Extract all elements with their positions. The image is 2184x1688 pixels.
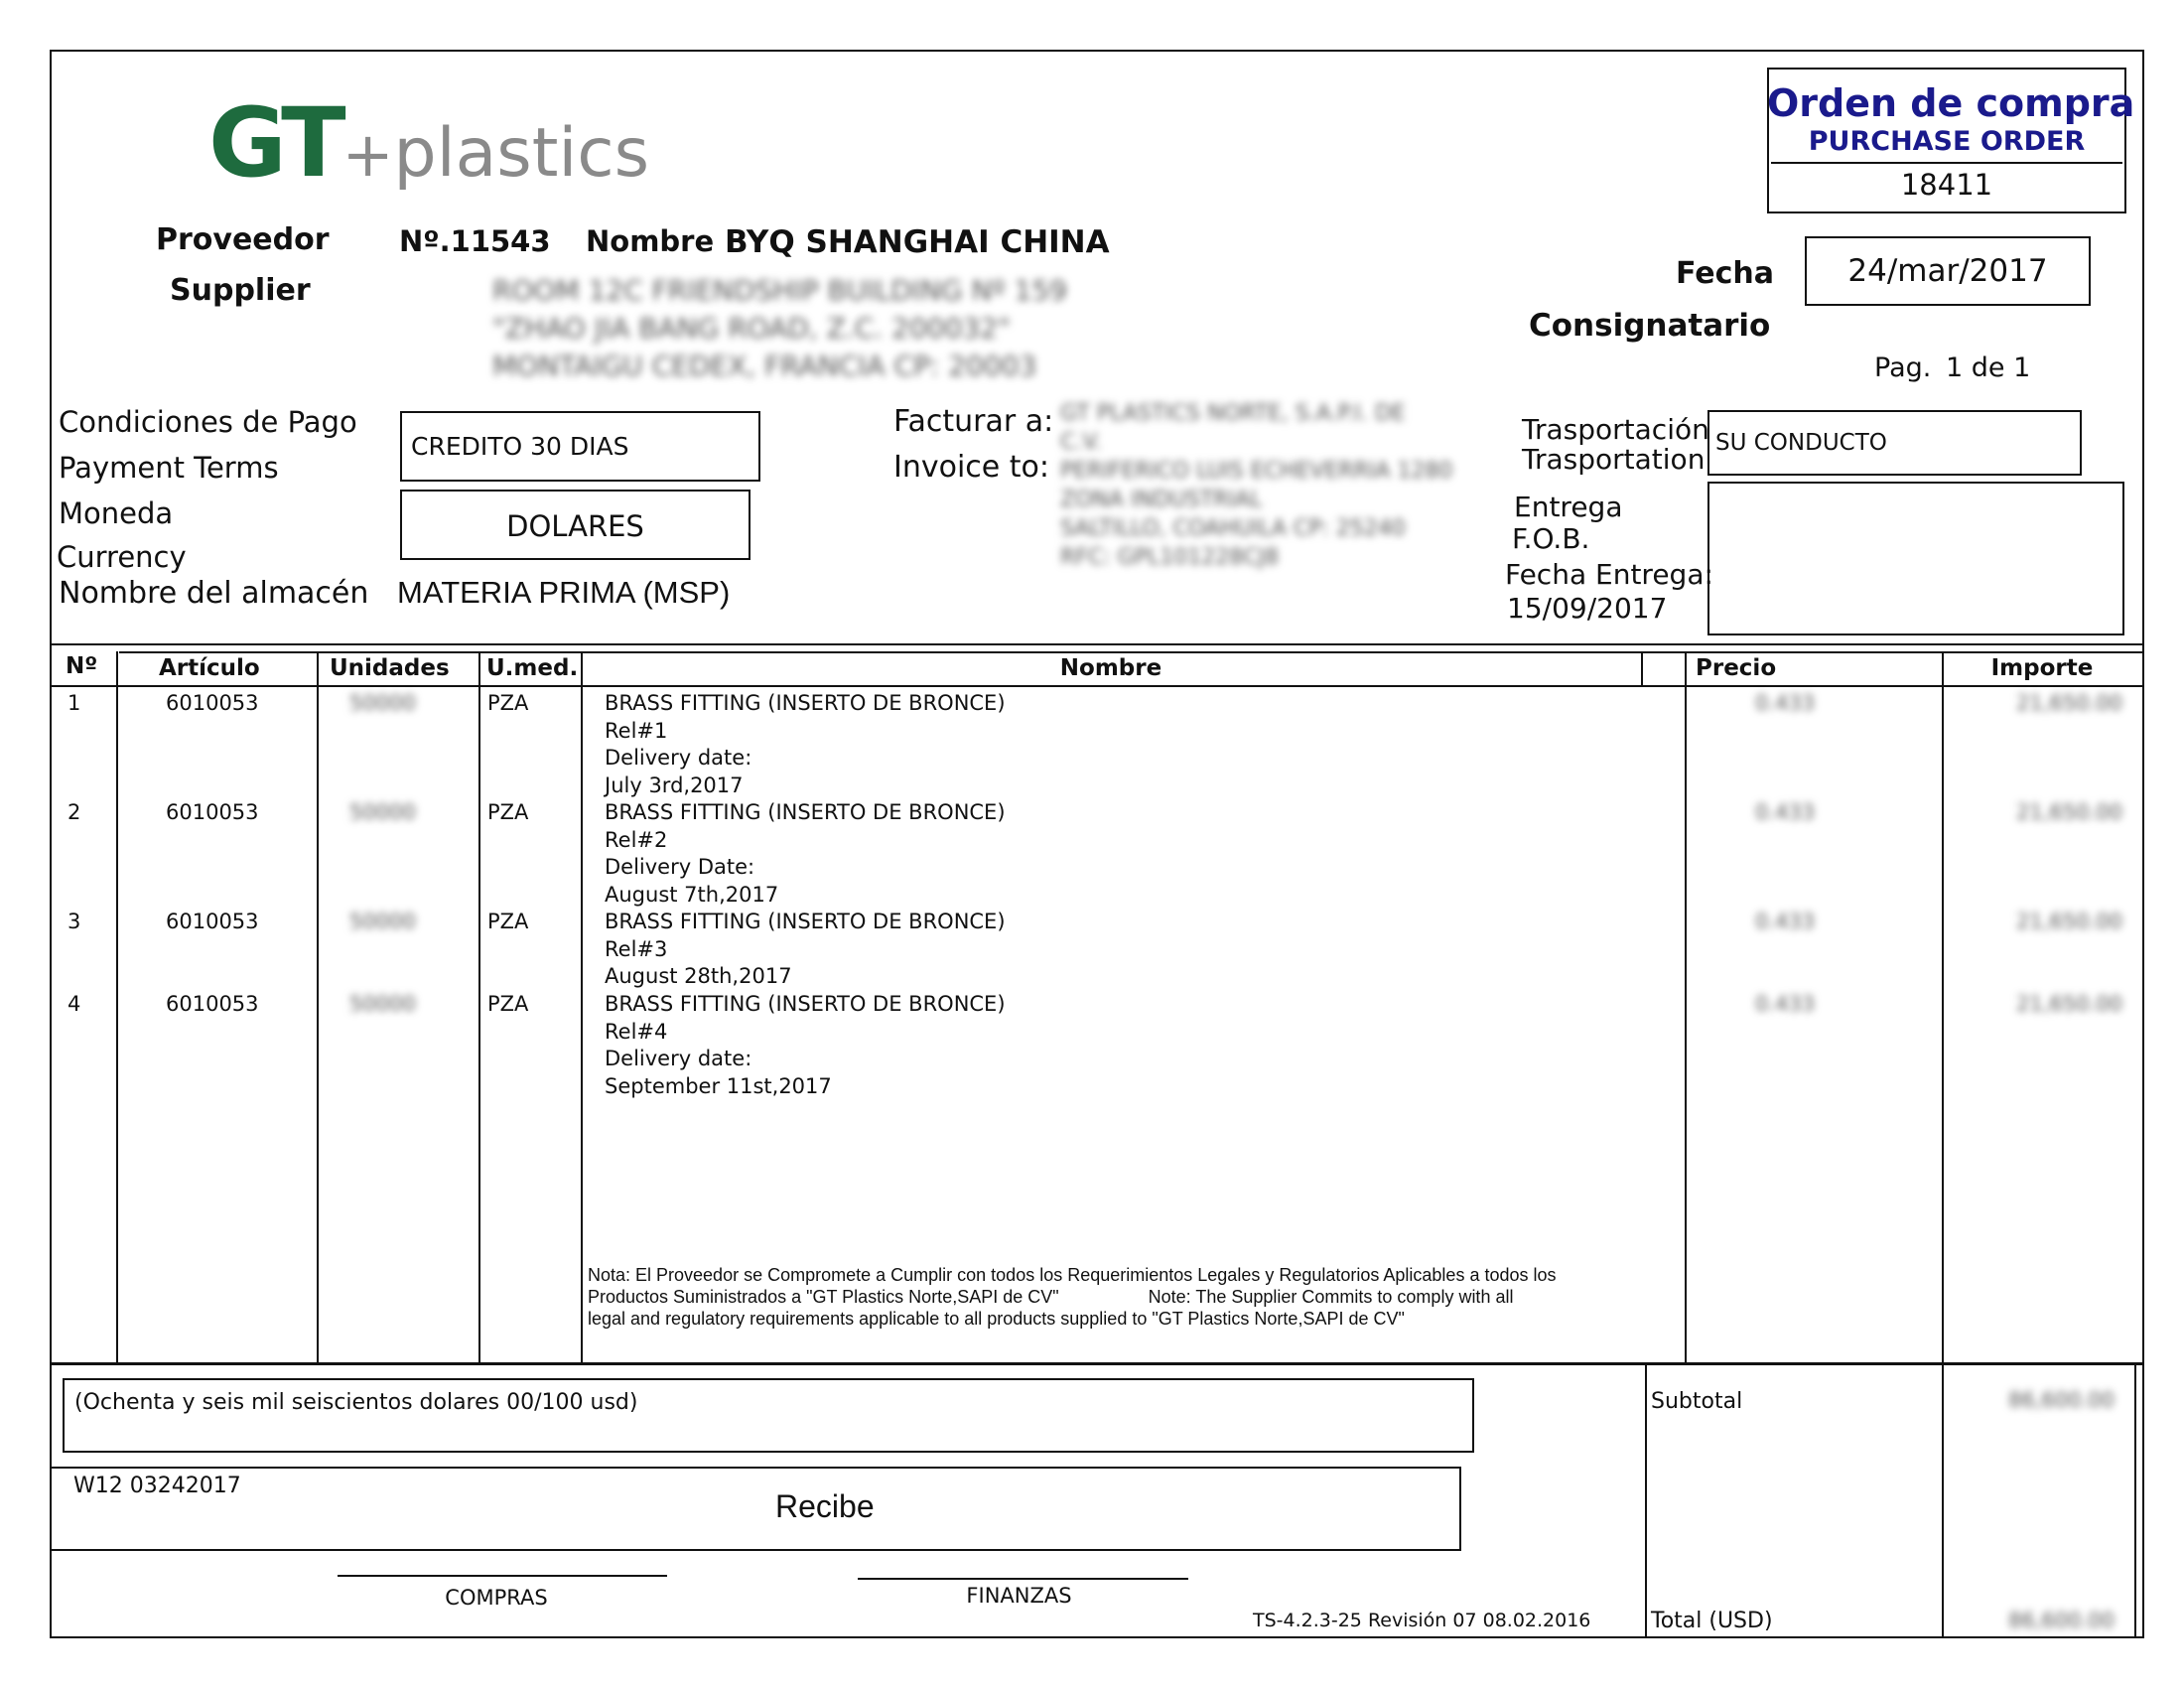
invoice-address-line: ZONA INDUSTRIAL (1060, 488, 1263, 512)
row-description (605, 909, 1006, 991)
revision-code: TS-4.2.3-25 Revisión 07 08.02.2016 (1253, 1610, 1591, 1631)
row-description-line: Delivery date: (605, 1047, 752, 1070)
header-unidades: Unidades (330, 655, 450, 681)
logo-gt: GT (208, 87, 342, 199)
row-umed: PZA (487, 910, 529, 933)
row-importe: 21,650.00 (2016, 691, 2122, 715)
date-label: Fecha (1676, 256, 1775, 291)
legal-note-line: Nota: El Proveedor se Compromete a Cumplir con todos los Requerimientos Legales y Regulatorios Aplicables a todos los (588, 1265, 1557, 1285)
header-precio: Precio (1696, 655, 1777, 681)
row-importe: 21,650.00 (2016, 992, 2122, 1016)
signature-finanzas: FINANZAS (966, 1584, 1072, 1608)
row-unidades: 50000 (349, 992, 416, 1016)
po-number: 18411 (1900, 168, 1993, 202)
table-bottom-line (50, 1362, 2144, 1365)
signature-line-finanzas (858, 1578, 1188, 1580)
row-description-line: Delivery Date: (605, 855, 755, 879)
row-description (605, 991, 1006, 1100)
row-description (605, 690, 1006, 799)
supplier-address-line: MONTAIGU CEDEX, FRANCIA CP: 20003 (492, 350, 1037, 382)
supplier-label-es: Proveedor (156, 222, 330, 257)
totals-divider (1942, 1365, 1944, 1638)
consignee-label: Consignatario (1529, 308, 1771, 344)
totals-divider (1645, 1365, 1647, 1638)
row-umed: PZA (487, 691, 529, 715)
company-logo (208, 87, 649, 199)
row-umed: PZA (487, 992, 529, 1016)
row-no: 2 (68, 800, 81, 824)
row-no: 3 (68, 910, 81, 933)
po-title-en: PURCHASE ORDER (1808, 126, 2086, 157)
supplier-address-line: ROOM 12C FRIENDSHIP BUILDING Nº 159 (492, 274, 1067, 307)
col-divider (116, 651, 118, 1363)
delivery-date-label: Fecha Entrega: (1505, 558, 1713, 591)
supplier-address (492, 272, 1067, 385)
row-description (605, 799, 1006, 909)
transport-value: SU CONDUCTO (1715, 430, 1887, 456)
row-unidades: 50000 (349, 691, 416, 715)
row-description-line: July 3rd,2017 (605, 773, 744, 797)
receipt-code: W12 03242017 (73, 1474, 241, 1498)
delivery-label-2: F.O.B. (1512, 522, 1590, 555)
payment-label-es: Condiciones de Pago (59, 405, 357, 439)
table-right-border (2142, 643, 2144, 1364)
row-articulo: 6010053 (166, 691, 259, 715)
row-description-line: August 28th,2017 (605, 964, 792, 988)
delivery-label-1: Entrega (1514, 491, 1623, 523)
logo-plus: + (341, 118, 394, 191)
row-description-line: Rel#2 (605, 827, 668, 852)
row-articulo: 6010053 (166, 992, 259, 1016)
supplier-address-line: "ZHAO JIA BANG ROAD, Z.C. 200032" (492, 312, 1011, 345)
invoice-address-line: PERIFERICO LUIS ECHEVERRIA 1280 (1060, 459, 1453, 484)
page-label: Pag. (1874, 352, 1932, 383)
row-description-line: Rel#1 (605, 718, 668, 743)
supplier-label-en: Supplier (170, 273, 311, 308)
row-no: 4 (68, 992, 81, 1016)
invoice-address-line: C.V. (1060, 430, 1102, 455)
warehouse-value: MATERIA PRIMA (MSP) (397, 575, 731, 610)
delivery-date-value: 15/09/2017 (1507, 592, 1668, 625)
row-unidades: 50000 (349, 800, 416, 824)
supplier-number: Nº.11543 (399, 224, 551, 258)
logo-plastics: plastics (393, 114, 650, 193)
receipt-box (50, 1467, 1461, 1551)
header-importe: Importe (1990, 655, 2094, 681)
row-description-line: September 11st,2017 (605, 1073, 832, 1098)
header-umed: U.med. (486, 655, 579, 681)
legal-note-line: legal and regulatory requirements applicable to all products supplied to "GT Plastics Norte,SAPI de CV" (588, 1309, 1405, 1329)
row-precio: 0.433 (1755, 910, 1816, 933)
po-box-divider (1771, 162, 2122, 164)
invoice-address (1060, 399, 1452, 572)
payment-label-en: Payment Terms (59, 451, 279, 485)
supplier-name-label: Nombre (586, 224, 715, 258)
row-precio: 0.433 (1755, 800, 1816, 824)
row-description-line: BRASS FITTING (INSERTO DE BRONCE) (605, 992, 1006, 1016)
currency-label-es: Moneda (59, 496, 174, 530)
supplier-name: BYQ SHANGHAI CHINA (725, 224, 1110, 260)
header-nombre: Nombre (1059, 655, 1162, 681)
row-precio: 0.433 (1755, 691, 1816, 715)
col-divider (1942, 651, 1944, 1363)
invoice-address-line: GT PLASTICS NORTE, S.A.P.I. DE (1060, 401, 1406, 426)
invoice-address-line: SALTILLO, COAHUILA CP: 25240 (1060, 516, 1406, 541)
table-top-line (50, 643, 2144, 645)
transport-label-es: Trasportación (1522, 413, 1709, 446)
totals-bottom-line (50, 1636, 2144, 1638)
legal-note (588, 1264, 1557, 1330)
table-header-bottom (50, 685, 2144, 687)
totals-right-border (2134, 1365, 2136, 1638)
row-umed: PZA (487, 800, 529, 824)
warehouse-label: Nombre del almacén (59, 576, 369, 611)
invoice-address-line: RFC: GPL101228CJ8 (1060, 545, 1280, 570)
row-description-line: August 7th,2017 (605, 882, 779, 907)
invoice-label-en: Invoice to: (893, 450, 1050, 485)
col-divider (1685, 651, 1687, 1363)
amount-words: (Ochenta y seis mil seiscientos dolares 00/100 usd) (74, 1390, 638, 1415)
legal-note-line: Productos Suministrados a "GT Plastics Norte,SAPI de CV" Note: The Supplier Commits to comply with all (588, 1287, 1514, 1307)
row-unidades: 50000 (349, 910, 416, 933)
col-divider (581, 651, 583, 1363)
total-label: Total (USD) (1651, 1609, 1773, 1633)
total-value: 86,600.00 (2008, 1609, 2115, 1632)
transport-label-en: Trasportation (1522, 443, 1706, 476)
row-importe: 21,650.00 (2016, 910, 2122, 933)
row-description-line: Rel#4 (605, 1019, 668, 1044)
row-description-line: Rel#3 (605, 936, 668, 961)
date-value: 24/mar/2017 (1847, 253, 2048, 289)
page-value: 1 de 1 (1946, 352, 2031, 383)
subtotal-value: 86,600.00 (2008, 1388, 2115, 1412)
invoice-label-es: Facturar a: (893, 404, 1054, 439)
po-title-es: Orden de compra (1767, 81, 2135, 125)
row-precio: 0.433 (1755, 992, 1816, 1016)
currency-label-en: Currency (57, 540, 187, 574)
row-importe: 21,650.00 (2016, 800, 2122, 824)
row-articulo: 6010053 (166, 800, 259, 824)
row-description-line: BRASS FITTING (INSERTO DE BRONCE) (605, 691, 1006, 715)
signature-line-compras (338, 1575, 667, 1577)
col-divider (1641, 651, 1643, 687)
currency-value: DOLARES (506, 509, 644, 543)
row-description-line: Delivery date: (605, 746, 752, 770)
delivery-box (1707, 482, 2124, 635)
col-divider (317, 651, 319, 1363)
col-divider (478, 651, 480, 1363)
row-articulo: 6010053 (166, 910, 259, 933)
table-header-top (119, 651, 2144, 653)
row-no: 1 (68, 691, 81, 715)
row-description-line: BRASS FITTING (INSERTO DE BRONCE) (605, 910, 1006, 933)
subtotal-label: Subtotal (1651, 1389, 1743, 1414)
receipt-label: Recibe (775, 1488, 875, 1524)
payment-terms-value: CREDITO 30 DIAS (411, 432, 629, 461)
signature-compras: COMPRAS (445, 1586, 548, 1610)
header-no: Nº (66, 653, 98, 679)
header-articulo: Artículo (159, 655, 260, 681)
row-description-line: BRASS FITTING (INSERTO DE BRONCE) (605, 800, 1006, 824)
